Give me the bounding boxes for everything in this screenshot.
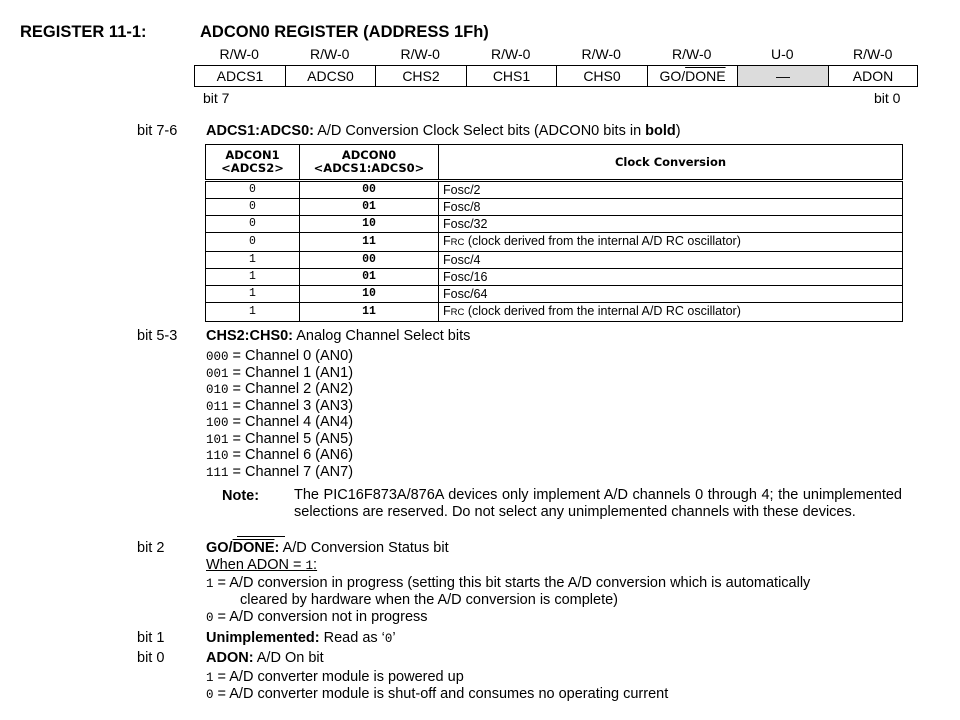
table-row: 0 00 Fosc/2 [206,181,903,199]
register-label: REGISTER 11-1: [20,23,147,41]
col-adcon1-header: ADCON1 <ADCS2> [206,145,300,181]
go-value-0: 0 = A/D conversion not in progress [206,609,428,625]
table-row: 1 10 Fosc/64 [206,286,903,303]
access-bit7: R/W-0 [219,46,259,62]
chs-heading: CHS2:CHS0: Analog Channel Select bits [206,328,471,344]
bit-done-overline: DONE [685,68,726,84]
bit-adon: ADON [852,68,894,84]
table-row: 1 11 FRC (clock derived from the internal A/D RC oscillator) [206,303,903,322]
go-value-1: 1 = A/D conversion in progress (setting this bit starts the A/D conversion which is automatically [206,575,811,591]
list-item: 111 = Channel 7 (AN7) [206,464,354,480]
access-bit0: R/W-0 [853,46,893,62]
go-heading: GO/DONE: A/D Conversion Status bit [206,540,449,556]
register-title: ADCON0 REGISTER (ADDRESS 1Fh) [200,23,489,41]
list-item: 000 = Channel 0 (AN0) [206,348,354,364]
list-item: 110 = Channel 6 (AN6) [206,447,354,463]
list-item: 010 = Channel 2 (AN2) [206,381,354,397]
go-bit-label: bit 2 [137,540,165,556]
table-row: 0 11 FRC (clock derived from the internal A/D RC oscillator) [206,233,903,252]
list-item: 101 = Channel 5 (AN5) [206,431,354,447]
access-bit3: R/W-0 [581,46,621,62]
bit-unimplemented: — [738,66,829,86]
adon-value-1: 1 = A/D converter module is powered up [206,669,464,685]
bit-high-label: bit 7 [203,90,230,106]
col-adcon0-header: ADCON0 <ADCS1:ADCS0> [300,145,439,181]
bit-chs1: CHS1 [467,66,557,86]
bit-low-label: bit 0 [874,90,901,106]
bit-go-label: GO/ [659,68,686,84]
note-label: Note: [222,488,260,504]
access-bit5: R/W-0 [400,46,440,62]
bit-chs2: CHS2 [376,66,467,86]
table-row: 1 01 Fosc/16 [206,269,903,286]
go-value-1-cont: cleared by hardware when the A/D conversion is complete) [240,592,618,608]
bit-adcs0: ADCS0 [286,66,376,86]
adcs-bit-label: bit 7-6 [137,123,178,139]
bit-go-done [648,66,738,86]
table-header-row [206,145,903,181]
bit-chs0: CHS0 [557,66,648,86]
access-type-row [194,46,918,62]
bit-adcs1: ADCS1 [195,66,286,86]
clock-select-table [205,144,903,322]
list-item: 100 = Channel 4 (AN4) [206,414,354,430]
adon-heading: ADON: A/D On bit [206,650,324,666]
access-bit1: U-0 [770,46,794,62]
table-row: 0 01 Fosc/8 [206,199,903,216]
unimpl-heading: Unimplemented: Read as ‘0’ [206,630,396,646]
col-clock-header: Clock Conversion [439,145,903,181]
adon-bit-label: bit 0 [137,650,165,666]
access-bit2: R/W-0 [672,46,712,62]
access-bit6: R/W-0 [310,46,350,62]
register-bit-map [194,65,918,87]
list-item: 001 = Channel 1 (AN1) [206,365,354,381]
adcs-heading: ADCS1:ADCS0: A/D Conversion Clock Select bits (ADCON0 bits in bold) [206,123,681,139]
go-when-adon: When ADON = 1: [206,557,318,573]
unimpl-bit-label: bit 1 [137,630,165,646]
table-row: 0 10 Fosc/32 [206,216,903,233]
list-item: 011 = Channel 3 (AN3) [206,398,354,414]
chs-bit-label: bit 5-3 [137,328,178,344]
note-text: The PIC16F873A/876A devices only implement A/D channels 0 through 4; the unimplemented selections are reserved. Do not select any unimplemented channels with these devices. [294,487,902,520]
table-row: 1 00 Fosc/4 [206,252,903,269]
access-bit4: R/W-0 [491,46,531,62]
note-divider [237,536,285,537]
adon-value-0: 0 = A/D converter module is shut-off and consumes no operating current [206,686,669,702]
